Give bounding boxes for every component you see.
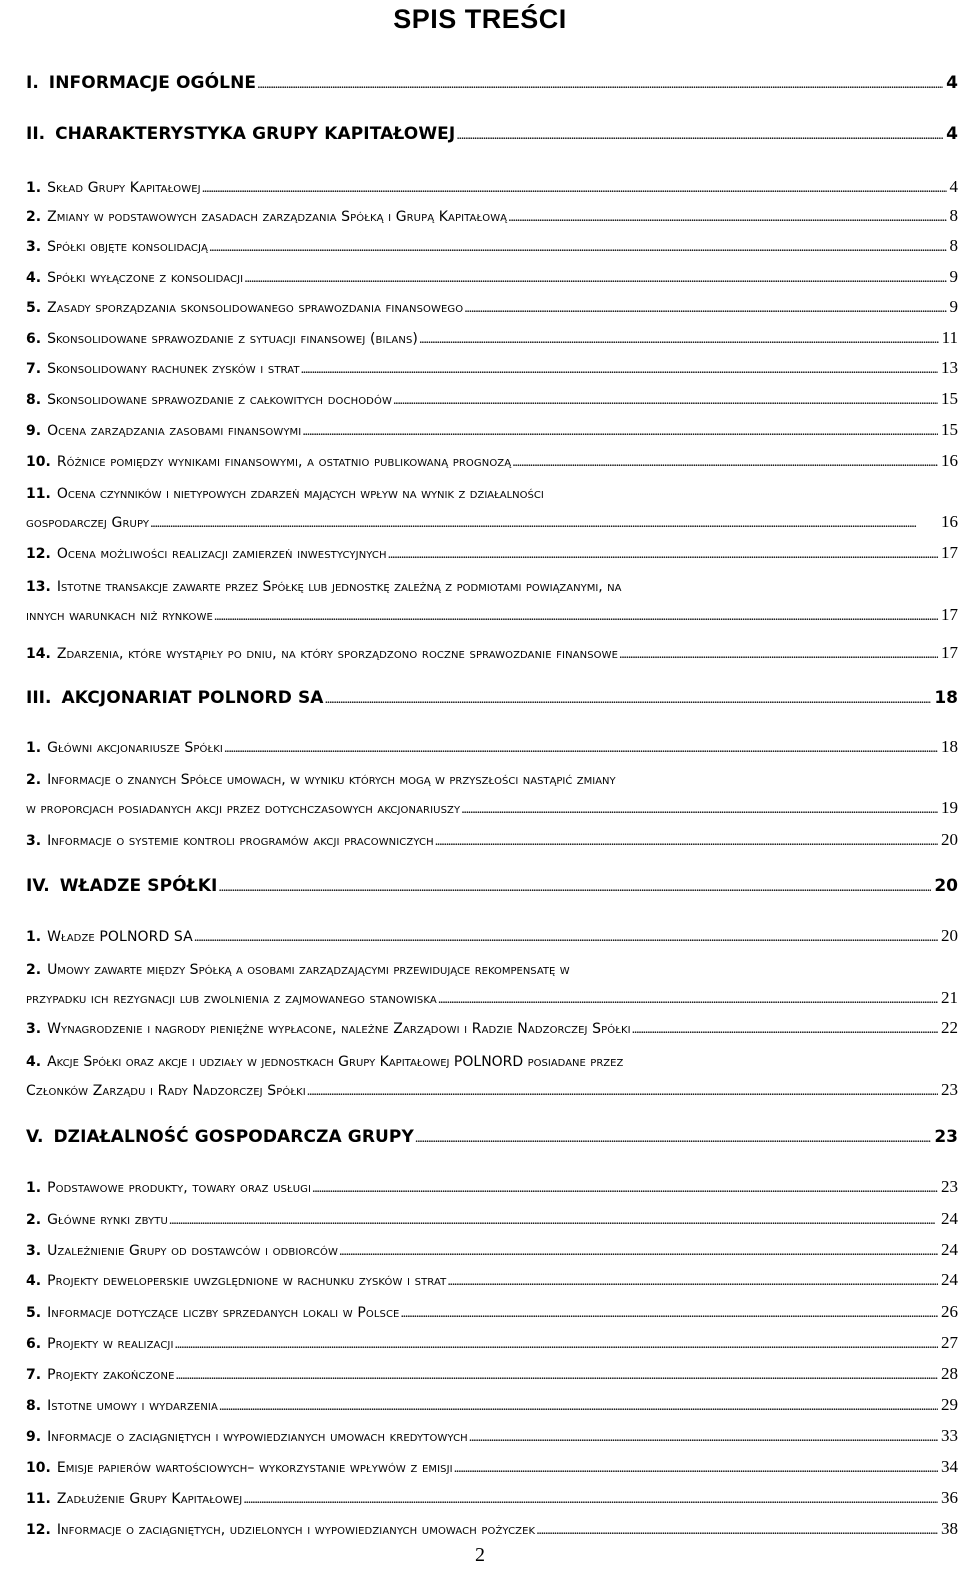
- toc-entry-number: 2.: [26, 962, 42, 978]
- toc-entry[interactable]: [26, 539, 958, 563]
- toc-entry-page: 34: [941, 1457, 958, 1476]
- dot-leader: [312, 1181, 938, 1197]
- toc-entry[interactable]: [26, 1453, 958, 1477]
- toc-entry-number: III.: [26, 688, 52, 708]
- toc-entry-page: 13: [941, 358, 958, 377]
- toc-entry-page: 19: [941, 798, 958, 817]
- page-title: SPIS TREŚCI: [393, 4, 567, 34]
- toc-entry-number: 10.: [26, 454, 51, 470]
- toc-entry-page: 17: [941, 643, 958, 662]
- toc-entry-first-line: [26, 579, 622, 595]
- toc-entry-number: 6.: [26, 1336, 42, 1352]
- toc-entry-number: 3.: [26, 833, 42, 849]
- dot-leader: [454, 1461, 938, 1477]
- toc-entry-page: 24: [941, 1240, 958, 1259]
- dot-leader: [419, 332, 939, 348]
- toc-entry-number: 12.: [26, 1522, 51, 1538]
- toc-entry[interactable]: [26, 1360, 958, 1384]
- toc-entry-title: Projekty zakończone: [47, 1367, 175, 1383]
- toc-entry-title: INFORMACJE OGÓLNE: [48, 73, 257, 93]
- toc-entry-number: 3.: [26, 1021, 42, 1037]
- dot-leader: [209, 240, 947, 256]
- toc-entry[interactable]: [26, 684, 958, 708]
- toc-entry-page: 8: [949, 206, 958, 225]
- toc-entry[interactable]: [26, 962, 958, 1008]
- toc-entry-title: Zasady sporządzania skonsolidowanego sprawozdania finansowego: [47, 300, 464, 316]
- toc-entry[interactable]: [26, 1054, 958, 1100]
- toc-entry-title: Projekty w realizacji: [47, 1336, 174, 1352]
- dot-leader: [464, 301, 946, 317]
- toc-entry[interactable]: [26, 1484, 958, 1508]
- toc-entry-page: 16: [941, 512, 958, 531]
- dot-leader: [244, 271, 946, 287]
- toc-entry-first-line: [26, 962, 570, 978]
- toc-entry-page: 18: [941, 737, 958, 756]
- toc-entry[interactable]: [26, 293, 958, 317]
- dot-leader: [176, 1368, 939, 1384]
- toc-entry-title: WŁADZE SPÓŁKI: [59, 876, 218, 896]
- toc-entry-number: II.: [26, 124, 46, 144]
- toc-entry[interactable]: [26, 1014, 958, 1038]
- dot-leader: [393, 393, 938, 409]
- toc-entry-number: 6.: [26, 331, 42, 347]
- toc-entry-title: Wynagrodzenie i nagrody pieniężne wypłacone, należne Zarządowi i Radzie Nadzorczej Spółki: [47, 1021, 631, 1037]
- toc-entry[interactable]: [26, 1298, 958, 1322]
- toc-entry-number: 1.: [26, 180, 42, 196]
- dot-leader: [218, 880, 931, 896]
- toc-entry-page: 18: [934, 688, 958, 708]
- toc-entry-title: gospodarczej Grupy: [26, 515, 150, 531]
- toc-entry-title-line1: Istotne transakcje zawarte przez Spółkę lub jednostkę zależną z podmiotami powiązanymi, na: [56, 579, 622, 595]
- toc-entry-page: 33: [941, 1426, 958, 1445]
- toc-entry-title: Zdarzenia, które wystąpiły po dniu, na który sporządzono roczne sprawozdanie finansowe: [56, 646, 619, 662]
- toc-entry-title: Spółki objęte konsolidacją: [47, 239, 208, 255]
- toc-entry-title: Zadłużenie Grupy Kapitałowej: [56, 1491, 243, 1507]
- toc-entry-title: CHARAKTERYSTYKA GRUPY KAPITAŁOWEJ: [55, 124, 456, 144]
- toc-entry-number: IV.: [26, 876, 50, 896]
- toc-entry[interactable]: [26, 120, 958, 144]
- dot-leader: [243, 1492, 938, 1508]
- toc-entry-title: Projekty deweloperskie uwzględnione w rachunku zysków i strat: [47, 1273, 447, 1289]
- dot-leader: [619, 647, 938, 663]
- toc-entry-page: 20: [934, 876, 958, 896]
- toc-entry-number: 7.: [26, 361, 42, 377]
- page-number: 2: [475, 1544, 485, 1566]
- toc-entry-page: 8: [949, 236, 958, 255]
- toc-entry[interactable]: [26, 733, 958, 757]
- dot-leader: [194, 930, 938, 946]
- toc-entry[interactable]: [26, 1329, 958, 1353]
- toc-entry-title: Główne rynki zbytu: [47, 1212, 168, 1228]
- toc-entry-number: 9.: [26, 1429, 42, 1445]
- toc-entry-title: Emisje papierów wartościowych– wykorzystanie wpływów z emisji: [56, 1460, 453, 1476]
- toc-entry-page: 17: [941, 605, 958, 624]
- dot-leader: [325, 692, 932, 708]
- toc-entry-page: 17: [941, 543, 958, 562]
- toc-entry-page: 38: [941, 1519, 958, 1538]
- toc-entry-title: Informacje o zaciągniętych i wypowiedzianych umowach kredytowych: [47, 1429, 468, 1445]
- toc-entry-number: 5.: [26, 300, 42, 316]
- toc-entry-number: 3.: [26, 1243, 42, 1259]
- toc-entry[interactable]: [26, 1391, 958, 1415]
- toc-entry-title: Spółki wyłączone z konsolidacji: [47, 270, 244, 286]
- toc-entry-number: V.: [26, 1127, 44, 1147]
- toc-entry-title: Skonsolidowane sprawozdanie z całkowitych dochodów: [47, 392, 392, 408]
- toc-entry[interactable]: [26, 1173, 958, 1197]
- toc-entry[interactable]: [26, 1266, 958, 1290]
- toc-entry-title: Skład Grupy Kapitałowej: [47, 180, 201, 196]
- toc-entry[interactable]: [26, 1236, 958, 1260]
- toc-entry-number: 9.: [26, 423, 42, 439]
- toc-entry[interactable]: [26, 1422, 958, 1446]
- toc-entry-number: 2.: [26, 772, 42, 788]
- toc-entry-number: 8.: [26, 1398, 42, 1414]
- toc-entry[interactable]: [26, 1515, 958, 1539]
- toc-entry[interactable]: [26, 385, 958, 409]
- toc-entry-number: 1.: [26, 1180, 42, 1196]
- dot-leader: [461, 802, 938, 818]
- toc-entry-page: 9: [949, 297, 958, 316]
- toc-entry-first-line: [26, 772, 616, 788]
- toc-entry-page: 36: [941, 1488, 958, 1507]
- toc-entry-page: 28: [941, 1364, 958, 1383]
- toc-entry[interactable]: [26, 772, 958, 818]
- toc-entry[interactable]: [26, 416, 958, 440]
- toc-entry-number: 4.: [26, 1273, 42, 1289]
- toc-entry-title-line1: Ocena czynników i nietypowych zdarzeń mających wpływ na wynik z działalności: [56, 486, 544, 502]
- toc-entry-page: 11: [941, 328, 958, 347]
- toc-entry-title: przypadku ich rezygnacji lub zwolnienia z zajmowanego stanowiska: [26, 991, 437, 1007]
- dot-leader: [219, 1399, 938, 1415]
- dot-leader: [512, 455, 938, 471]
- dot-leader: [536, 1523, 938, 1539]
- toc-entry-title: Różnice pomiędzy wynikami finansowymi, a ostatnio publikowaną prognozą: [56, 454, 512, 470]
- toc-entry-page: 15: [941, 389, 958, 408]
- toc-entry-number: 12.: [26, 546, 51, 562]
- toc-entry-title: Ocena możliwości realizacji zamierzeń inwestycyjnych: [56, 546, 387, 562]
- toc-entry-title: DZIAŁALNOŚĆ GOSPODARCZA GRUPY: [53, 1127, 414, 1147]
- dot-leader: [302, 424, 938, 440]
- toc-entry-page: 23: [934, 1127, 958, 1147]
- toc-entry-page: 27: [941, 1333, 958, 1352]
- toc-entry[interactable]: [26, 202, 958, 226]
- toc-entry[interactable]: [26, 263, 958, 287]
- toc-entry-number: 4.: [26, 1054, 42, 1070]
- toc-entry-title: Informacje o zaciągniętych, udzielonych i wypowiedzianych umowach pożyczek: [56, 1522, 536, 1538]
- toc-entry-title: Zmiany w podstawowych zasadach zarządzania Spółką i Grupą Kapitałową: [47, 209, 508, 225]
- toc-entry-title: Podstawowe produkty, towary oraz usługi: [47, 1180, 312, 1196]
- toc-entry-title: Istotne umowy i wydarzenia: [47, 1398, 218, 1414]
- toc-entry-number: 11.: [26, 1491, 51, 1507]
- toc-entry[interactable]: [26, 872, 958, 896]
- dot-leader: [435, 834, 938, 850]
- dot-leader: [175, 1337, 938, 1353]
- toc-entry[interactable]: [26, 486, 958, 532]
- toc-entry-page: 16: [941, 451, 958, 470]
- toc-entry-page: 29: [941, 1395, 958, 1414]
- toc-entry-title: Skonsolidowany rachunek zysków i strat: [47, 361, 300, 377]
- toc-entry-number: 11.: [26, 486, 51, 502]
- dot-leader: [339, 1244, 938, 1260]
- dot-leader: [415, 1131, 931, 1147]
- toc-entry-title: Główni akcjonariusze Spółki: [47, 740, 223, 756]
- dot-leader: [150, 516, 938, 532]
- toc-entry-title: Władze POLNORD SA: [47, 929, 193, 945]
- toc-entry[interactable]: [26, 826, 958, 850]
- dot-leader: [508, 210, 946, 226]
- toc-entry-title-line1: Umowy zawarte między Spółką a osobami zarządzającymi przewidujące rekompensatę w: [47, 962, 570, 978]
- toc-entry-number: 4.: [26, 270, 42, 286]
- toc-entry-title: Uzależnienie Grupy od dostawców i odbiorców: [47, 1243, 338, 1259]
- toc-entry-number: 2.: [26, 1212, 42, 1228]
- toc-entry-page: 24: [941, 1209, 958, 1228]
- dot-leader: [447, 1274, 938, 1290]
- toc-entry[interactable]: [26, 324, 958, 348]
- toc-entry[interactable]: [26, 69, 958, 93]
- dot-leader: [214, 609, 938, 625]
- dot-leader: [469, 1430, 938, 1446]
- toc-entry-page: 15: [941, 420, 958, 439]
- toc-entry-title-line1: Akcje Spółki oraz akcje i udziały w jednostkach Grupy Kapitałowej POLNORD posiadane przez: [47, 1054, 624, 1070]
- toc-entry[interactable]: [26, 447, 958, 471]
- toc-entry-title: w proporcjach posiadanych akcji przez dotychczasowych akcjonariuszy: [26, 801, 461, 817]
- toc-entry[interactable]: [26, 354, 958, 378]
- dot-leader: [400, 1306, 938, 1322]
- toc-entry-page: 4: [946, 124, 958, 144]
- dot-leader: [307, 1084, 938, 1100]
- toc-entry-page: 22: [941, 1018, 958, 1037]
- toc-entry-title: innych warunkach niż rynkowe: [26, 608, 213, 624]
- toc-entry-page: 24: [941, 1270, 958, 1289]
- dot-leader: [301, 362, 938, 378]
- toc-entry-number: 14.: [26, 646, 51, 662]
- toc-entry-title: Ocena zarządzania zasobami finansowymi: [47, 423, 302, 439]
- toc-entry-first-line: [26, 486, 544, 502]
- toc-entry[interactable]: [26, 922, 958, 946]
- toc-entry-page: 20: [941, 830, 958, 849]
- toc-entry-page: 23: [941, 1177, 958, 1196]
- toc-entry-number: 3.: [26, 239, 42, 255]
- toc-entry-title: Informacje dotyczące liczby sprzedanych lokali w Polsce: [47, 1305, 400, 1321]
- dot-leader: [202, 181, 947, 197]
- dot-leader: [169, 1213, 938, 1229]
- toc-entry-title-line1: Informacje o znanych Spółce umowach, w wyniku których mogą w przyszłości nastąpić zmiany: [47, 772, 616, 788]
- toc-entry-first-line: [26, 1054, 623, 1070]
- toc-entry-page: 20: [941, 926, 958, 945]
- toc-entry-page: 26: [941, 1302, 958, 1321]
- toc-entry-page: 23: [941, 1080, 958, 1099]
- toc-entry-title: AKCJONARIAT POLNORD SA: [61, 688, 324, 708]
- toc-entry-number: I.: [26, 73, 39, 93]
- dot-leader: [438, 992, 938, 1008]
- toc-entry[interactable]: [26, 1205, 958, 1229]
- toc-entry-page: 9: [949, 267, 958, 286]
- toc-entry[interactable]: [26, 1123, 958, 1147]
- toc-entry-number: 1.: [26, 929, 42, 945]
- toc-entry-number: 10.: [26, 1460, 51, 1476]
- dot-leader: [224, 741, 938, 757]
- toc-entry-title: Członków Zarządu i Rady Nadzorczej Spółki: [26, 1083, 306, 1099]
- toc-entry-number: 1.: [26, 740, 42, 756]
- toc-entry-number: 5.: [26, 1305, 42, 1321]
- toc-entry-number: 7.: [26, 1367, 42, 1383]
- toc-entry-title: Skonsolidowane sprawozdanie z sytuacji finansowej (bilans): [47, 331, 418, 347]
- toc-entry[interactable]: [26, 579, 958, 625]
- toc-entry-number: 13.: [26, 579, 51, 595]
- dot-leader: [632, 1022, 938, 1038]
- toc-entry[interactable]: [26, 173, 958, 197]
- toc-entry-title: Informacje o systemie kontroli programów akcji pracowniczych: [47, 833, 434, 849]
- dot-leader: [388, 547, 938, 563]
- dot-leader: [456, 128, 943, 144]
- toc-entry-page: 4: [946, 73, 958, 93]
- toc-entry[interactable]: [26, 639, 958, 663]
- toc-entry-page: 4: [949, 177, 958, 196]
- toc-entry[interactable]: [26, 232, 958, 256]
- toc-entry-number: 8.: [26, 392, 42, 408]
- toc-entry-page: 21: [941, 988, 958, 1007]
- dot-leader: [257, 77, 943, 93]
- toc-entry-number: 2.: [26, 209, 42, 225]
